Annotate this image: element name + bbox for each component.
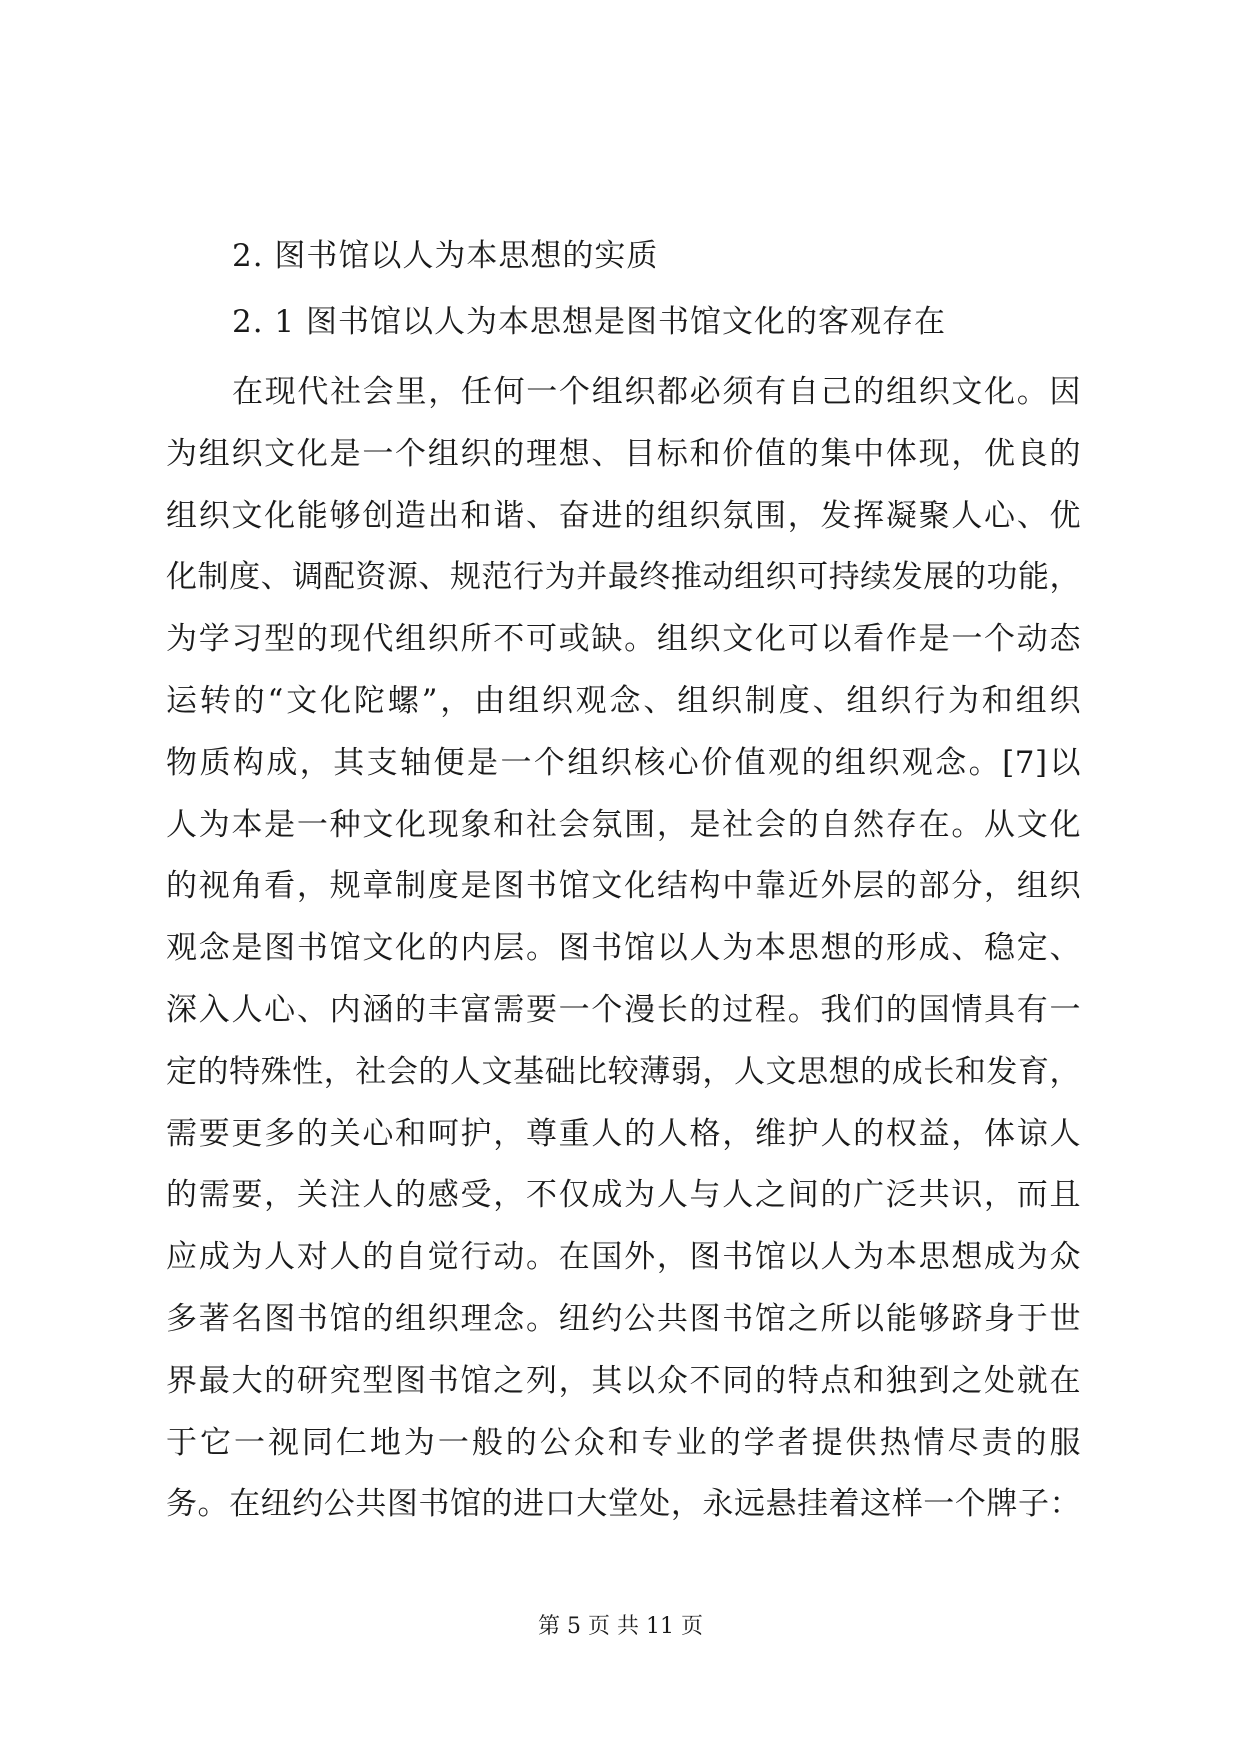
paragraph-line: 深入人心、内涵的丰富需要一个漫长的过程。我们的国情具有一 [166, 991, 1081, 1028]
paragraph-line: 为学习型的现代组织所不可或缺。组织文化可以看作是一个动态 [166, 621, 1081, 658]
paragraph-line: 需要更多的关心和呵护，尊重人的人格，维护人的权益，体谅人 [166, 1115, 1081, 1152]
paragraph-line: 的视角看，规章制度是图书馆文化结构中靠近外层的部分，组织 [166, 868, 1081, 905]
subsection-heading: 2. 1 图书馆以人为本思想是图书馆文化的客观存在 [232, 304, 947, 340]
paragraph-line: 为组织文化是一个组织的理想、目标和价值的集中体现，优良的 [166, 435, 1081, 472]
page-number-footer: 第 5 页 共 11 页 [538, 1614, 703, 1639]
paragraph-line: 应成为人对人的自觉行动。在国外，图书馆以人为本思想成为众 [166, 1239, 1081, 1276]
paragraph-line: 观念是图书馆文化的内层。图书馆以人为本思想的形成、稳定、 [166, 930, 1081, 967]
paragraph-line: 务。在纽约公共图书馆的进口大堂处，永远悬挂着这样一个牌子： [166, 1486, 1081, 1523]
paragraph-line: 定的特殊性，社会的人文基础比较薄弱，人文思想的成长和发育， [166, 1053, 1081, 1090]
paragraph-line: 多著名图书馆的组织理念。纽约公共图书馆之所以能够跻身于世 [166, 1300, 1081, 1337]
paragraph-line: 化制度、调配资源、规范行为并最终推动组织可持续发展的功能， [166, 559, 1081, 596]
section-heading: 2. 图书馆以人为本思想的实质 [232, 238, 659, 274]
paragraph-line: 组织文化能够创造出和谐、奋进的组织氛围，发挥凝聚人心、优 [166, 497, 1081, 534]
paragraph-line: 在现代社会里，任何一个组织都必须有自己的组织文化。因 [232, 374, 1081, 410]
paragraph-line: 界最大的研究型图书馆之列，其以众不同的特点和独到之处就在 [166, 1362, 1081, 1399]
paragraph-line: 人为本是一种文化现象和社会氛围，是社会的自然存在。从文化 [166, 806, 1081, 843]
body-paragraph [166, 362, 1081, 1536]
paragraph-line: 物质构成，其支轴便是一个组织核心价值观的组织观念。[7]以 [166, 744, 1081, 781]
paragraph-line: 于它一视同仁地为一般的公众和专业的学者提供热情尽责的服 [166, 1424, 1081, 1461]
paragraph-line: 的需要，关注人的感受，不仅成为人与人之间的广泛共识，而且 [166, 1177, 1081, 1214]
paragraph-line: 运转的“文化陀螺”，由组织观念、组织制度、组织行为和组织 [166, 682, 1081, 719]
